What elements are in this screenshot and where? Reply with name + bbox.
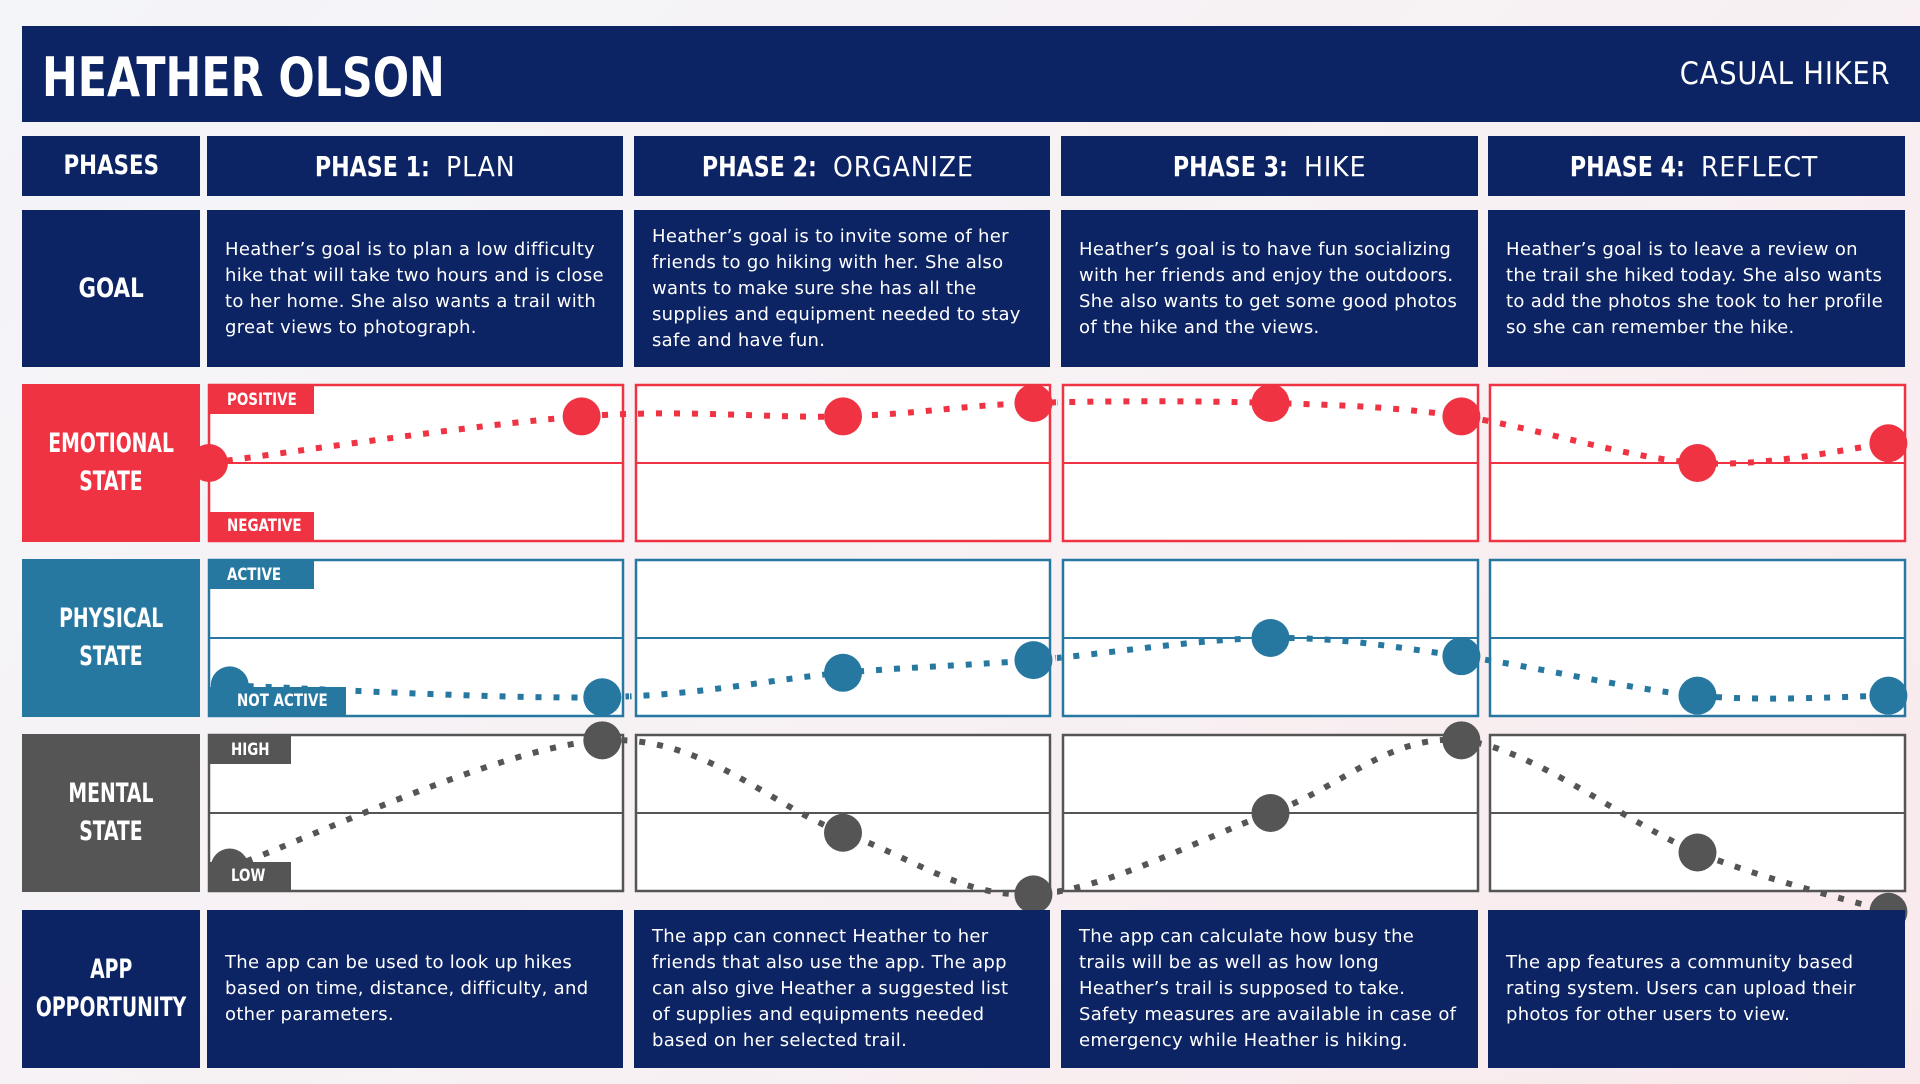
opportunity-cell-4: The app features a community based rating system. Users can upload their photos for other users to view. xyxy=(1488,910,1905,1068)
mental-state-point xyxy=(1442,721,1480,759)
phase-title: ORGANIZE xyxy=(833,149,974,183)
emotional-state-point xyxy=(1679,444,1717,482)
physical-state-point xyxy=(1442,637,1480,675)
row-label-mental-state: MENTAL STATE xyxy=(22,734,200,892)
physical-state-point xyxy=(1679,677,1717,715)
emotional-state-point xyxy=(824,397,862,435)
opportunity-cell-3: The app can calculate how busy the trails will be as well as how long Heather’s trail is supposed to take. Safety measures are available in case of emergency while Heather is hiking. xyxy=(1061,910,1478,1068)
physical-state-point xyxy=(1014,641,1052,679)
scale-label-not-active: NOT ACTIVE xyxy=(209,687,346,715)
scale-label-negative: NEGATIVE xyxy=(209,512,314,540)
row-label-emotional-state: EMOTIONAL STATE xyxy=(22,384,200,542)
goal-cell-4: Heather’s goal is to leave a review on the trail she hiked today. She also wants to add the photos she took to her profile so she can remember the hike. xyxy=(1488,210,1905,367)
phase-title: PLAN xyxy=(445,149,516,183)
phase-number: PHASE 2: xyxy=(702,149,818,183)
row-label-phases: PHASES xyxy=(22,136,200,196)
mental-state-point xyxy=(1252,794,1290,832)
scale-label-low: LOW xyxy=(209,862,291,890)
physical-state-point xyxy=(824,654,862,692)
physical-state-point xyxy=(1869,677,1907,715)
phase-number: PHASE 1: xyxy=(314,149,430,183)
row-label-app-opportunity: APP OPPORTUNITY xyxy=(22,910,200,1068)
mental-state-point xyxy=(583,721,621,759)
emotional-state-point xyxy=(563,397,601,435)
persona-name: HEATHER OLSON xyxy=(42,46,445,109)
emotional-state-point xyxy=(190,444,228,482)
physical-state-point xyxy=(1252,619,1290,657)
phase-title: HIKE xyxy=(1304,149,1367,183)
goal-cell-1: Heather’s goal is to plan a low difficulty hike that will take two hours and is close to her home. She also wants a trail with great views to photograph. xyxy=(207,210,623,367)
goal-cell-2: Heather’s goal is to invite some of her friends to go hiking with her. She also wants to make sure she has all the supplies and equipment needed to stay safe and have fun. xyxy=(634,210,1050,367)
goal-cell-3: Heather’s goal is to have fun socializing with her friends and enjoy the outdoors. She also wants to get some good photos of the hike and the views. xyxy=(1061,210,1478,367)
emotional-state-point xyxy=(1442,397,1480,435)
emotional-state-point xyxy=(1014,384,1052,422)
mental-state-point xyxy=(824,814,862,852)
scale-label-positive: POSITIVE xyxy=(209,386,314,414)
phase-number: PHASE 3: xyxy=(1173,149,1289,183)
phase-title: REFLECT xyxy=(1700,149,1818,183)
opportunity-cell-1: The app can be used to look up hikes based on time, distance, difficulty, and other parameters. xyxy=(207,910,623,1068)
physical-state-point xyxy=(583,678,621,716)
mental-state-point xyxy=(1679,834,1717,872)
emotional-state-point xyxy=(1252,384,1290,422)
row-label-goal: GOAL xyxy=(22,210,200,367)
phase-number: PHASE 4: xyxy=(1569,149,1685,183)
emotional-state-point xyxy=(1869,424,1907,462)
scale-label-active: ACTIVE xyxy=(209,561,314,589)
row-label-physical-state: PHYSICAL STATE xyxy=(22,559,200,717)
mental-state-point xyxy=(1014,875,1052,913)
persona-role: CASUAL HIKER xyxy=(1679,56,1890,92)
scale-label-high: HIGH xyxy=(209,736,291,764)
opportunity-cell-2: The app can connect Heather to her friends that also use the app. The app can also give Heather a suggested list of supplies and equipments needed based on her selected trail. xyxy=(634,910,1050,1068)
